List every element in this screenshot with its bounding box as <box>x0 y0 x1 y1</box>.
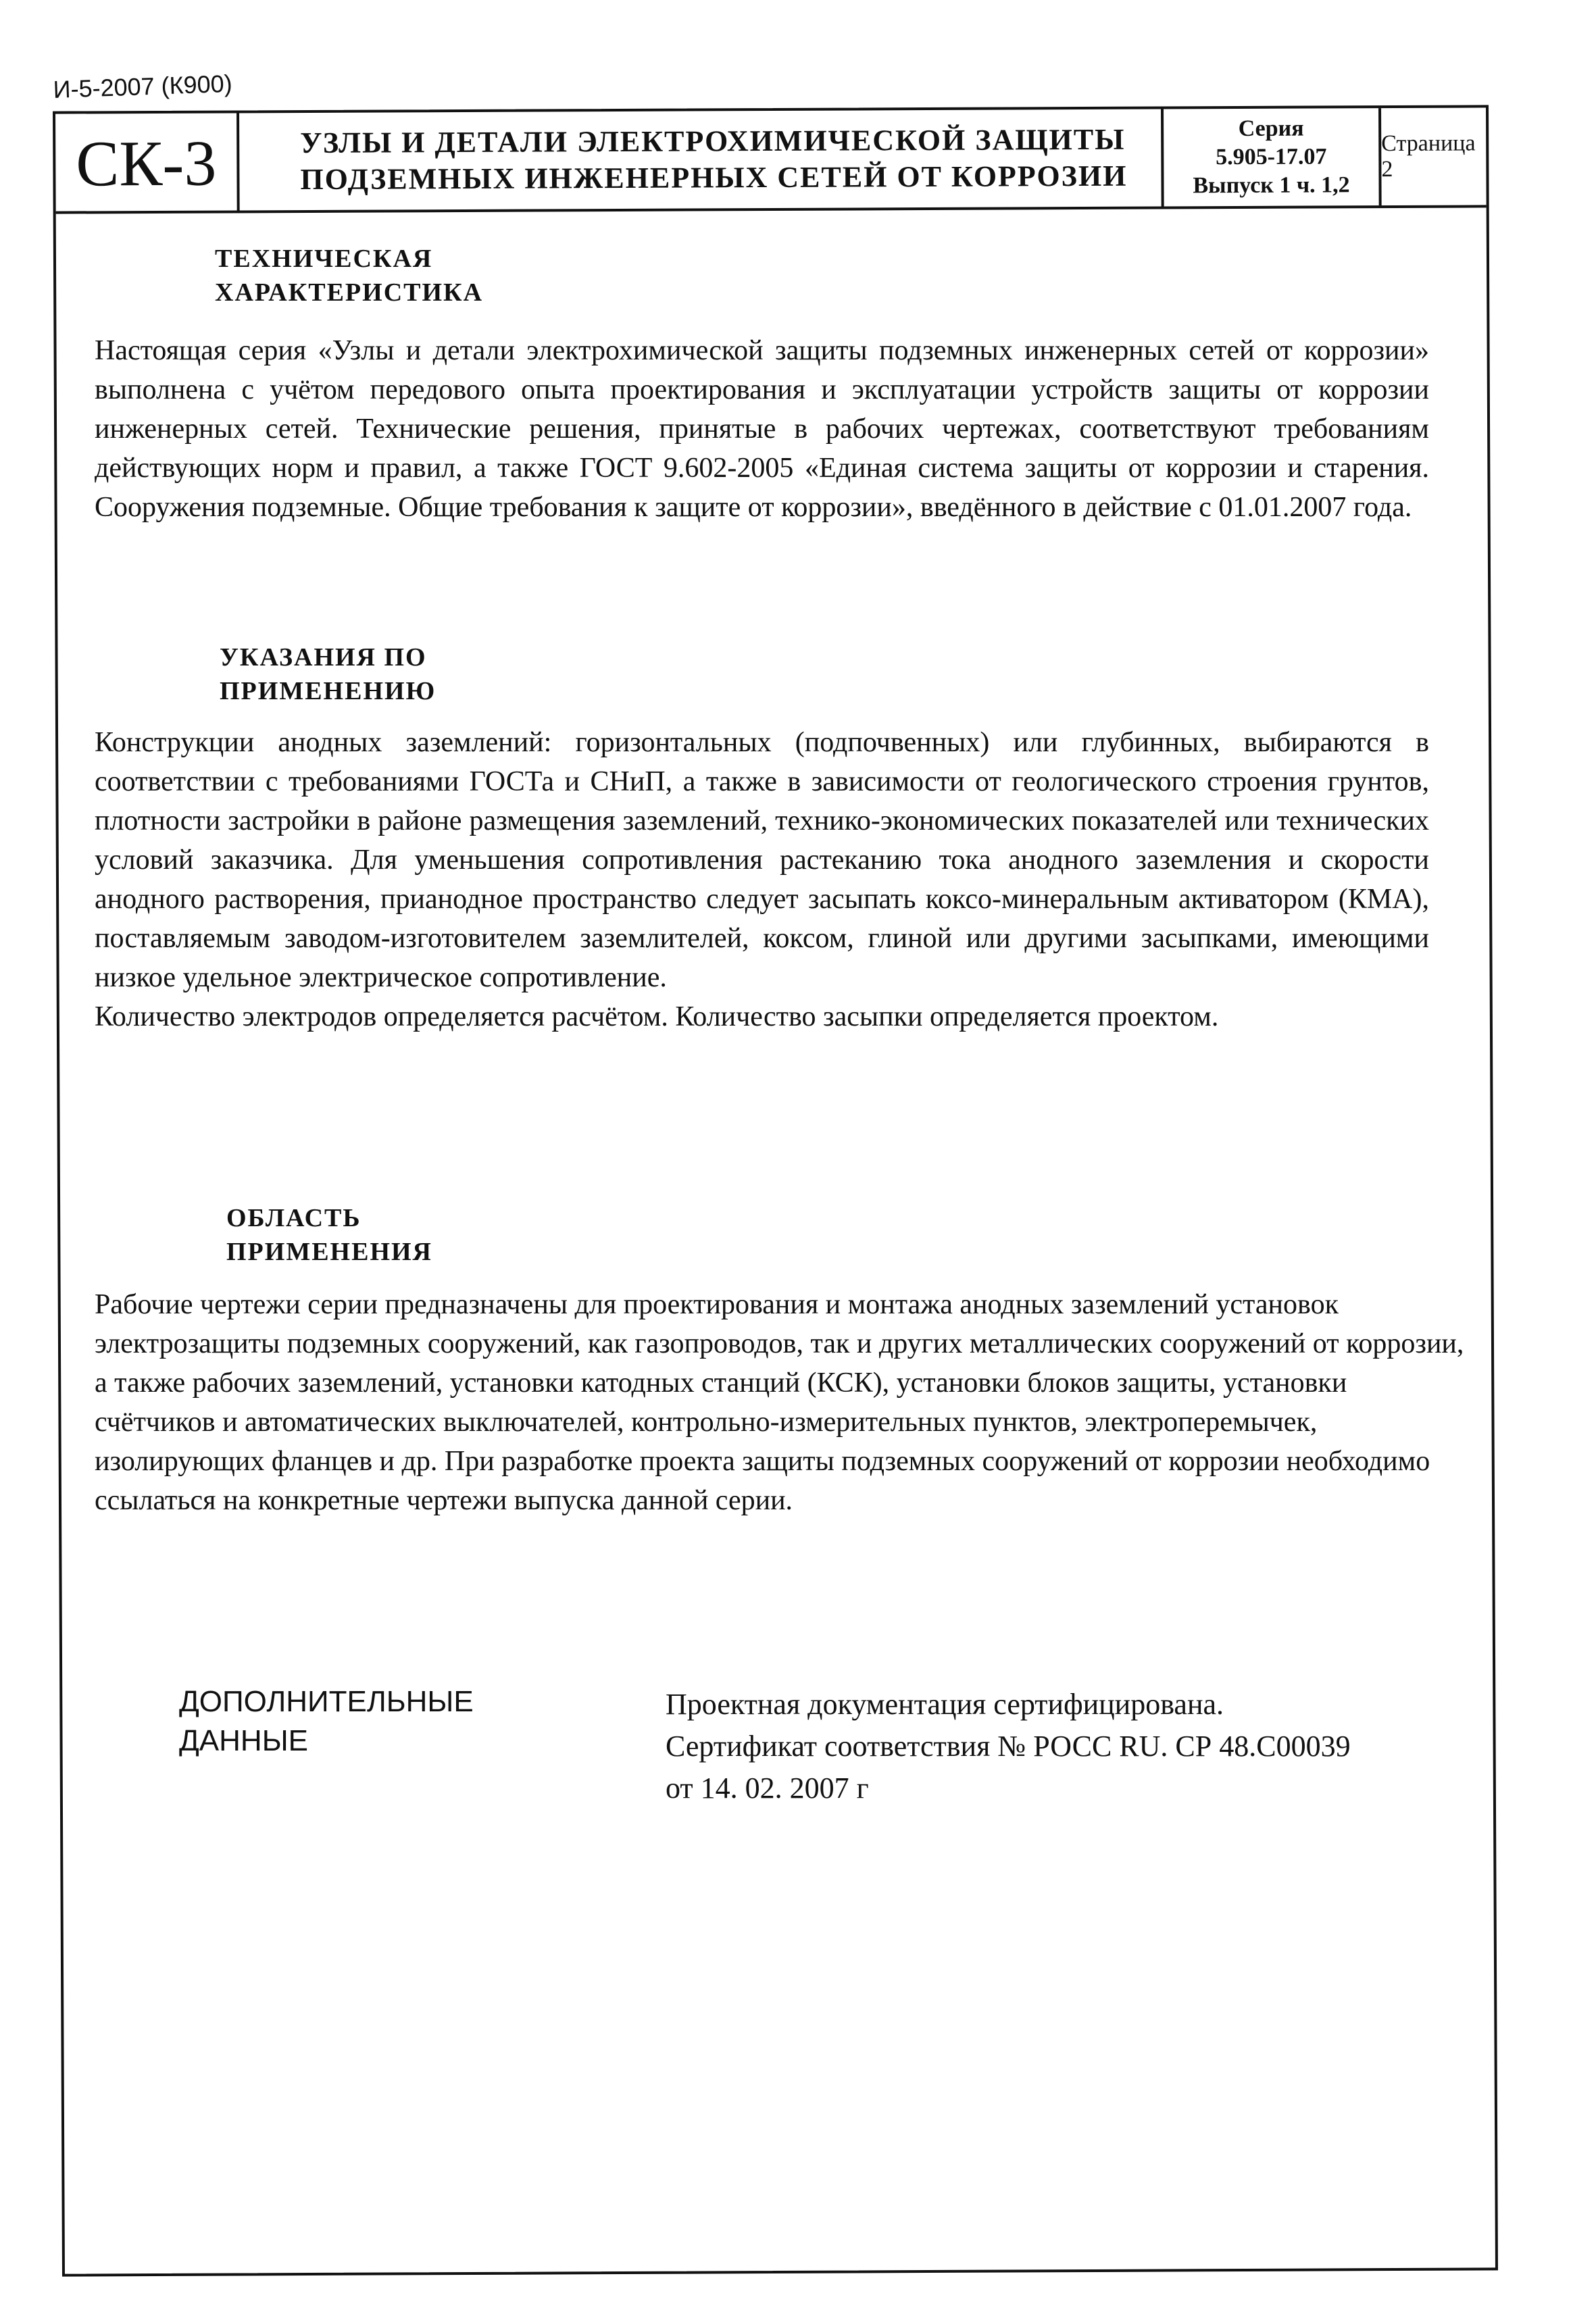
certificate-line: от 14. 02. 2007 г <box>666 1771 869 1805</box>
certificate-line: Сертификат соответствия № РОСС RU. СР 48.С00039 <box>666 1730 1351 1763</box>
heading-line: ТЕХНИЧЕСКАЯ <box>215 245 433 273</box>
heading-line: ПРИМЕНЕНИЯ <box>226 1238 432 1266</box>
extra-label-line: ДАННЫЕ <box>179 1724 308 1757</box>
certificate-info <box>666 1684 1443 1809</box>
page-number: Страница 2 <box>1381 130 1476 182</box>
section-heading-tech <box>215 242 483 309</box>
paragraph-usage-count: Количество электродов определяется расчётом. Количество засыпки определяется проектом. <box>95 1001 1219 1032</box>
heading-line: ХАРАКТЕРИСТИКА <box>215 278 484 307</box>
series-number: 5.905-17.07 <box>1216 144 1327 170</box>
stamp-series <box>1164 108 1382 206</box>
series-label: Серия <box>1238 116 1304 141</box>
paragraph-tech: Настоящая серия «Узлы и детали электрохимической защиты подземных инженерных сетей от коррозии» выполнена с учётом передового опыта проектирования и эксплуатации устройств защиты от коррозии инженерных сетей. Технические решения, принятые в рабочих чертежах, соответствуют требованиям действующих норм и правил, а также ГОСТ 9.602-2005 «Единая система защиты от коррозии и старения. Сооружения подземные. Общие требования к защите от коррозии», введённого в действие с 01.01.2007 года. <box>95 335 1429 523</box>
section-heading-usage <box>220 640 436 708</box>
paragraph-usage-main: Конструкции анодных заземлений: горизонтальных (подпочвенных) или глубинных, выбираются в соответствии с требованиями ГОСТа и СНиП, а также в зависимости от геологического строения грунтов, плотности застройки в районе размещения заземлений, технико-экономических показателей или технических условий заказчика. Для уменьшения сопротивления растеканию тока анодного заземления и скорости анодного растворения, прианодное пространство следует засыпать коксо-минеральным активатором (КМА), поставляемым заводом-изготовителем заземлителей, коксом, глиной или другими засыпками, имеющими низкое удельное электрическое сопротивление. <box>95 727 1429 993</box>
section-heading-scope <box>226 1201 432 1269</box>
paragraph-scope: Рабочие чертежи серии предназначены для проектирования и монтажа анодных заземлений установок электрозащиты подземных сооружений, как газопроводов, так и других металлических сооружений от коррозии, а также рабочих заземлений, установки катодных станций (КСК), установки блоков защиты, установки счётчиков и автоматических выключателей, контрольно-измерительных пунктов, электроперемычек, изолирующих фланцев и др. При разработке проекта защиты подземных сооружений от коррозии необходимо ссылаться на конкретные чертежи выпуска данной серии. <box>95 1289 1464 1516</box>
heading-line: УКАЗАНИЯ ПО <box>220 643 427 672</box>
stamp-title-line2: ПОДЗЕМНЫХ ИНЖЕНЕРНЫХ СЕТЕЙ ОТ КОРРОЗИИ <box>300 159 1128 197</box>
document-code: И-5-2007 (К900) <box>53 69 233 103</box>
title-block <box>55 107 1487 213</box>
paragraph-usage <box>95 723 1429 1036</box>
heading-line: ОБЛАСТЬ <box>226 1204 361 1232</box>
stamp-title-line1: УЗЛЫ И ДЕТАЛИ ЭЛЕКТРОХИМИЧЕСКОЙ ЗАЩИТЫ <box>300 122 1126 160</box>
extra-data-label <box>179 1682 474 1761</box>
extra-label-line: ДОПОЛНИТЕЛЬНЫЕ <box>179 1685 474 1718</box>
heading-line: ПРИМЕНЕНИЮ <box>220 677 437 705</box>
stamp-title <box>239 109 1164 210</box>
stamp-code: СК-3 <box>55 113 240 211</box>
issue-number: Выпуск 1 ч. 1,2 <box>1193 172 1350 199</box>
certificate-line: Проектная документация сертифицирована. <box>666 1688 1224 1721</box>
